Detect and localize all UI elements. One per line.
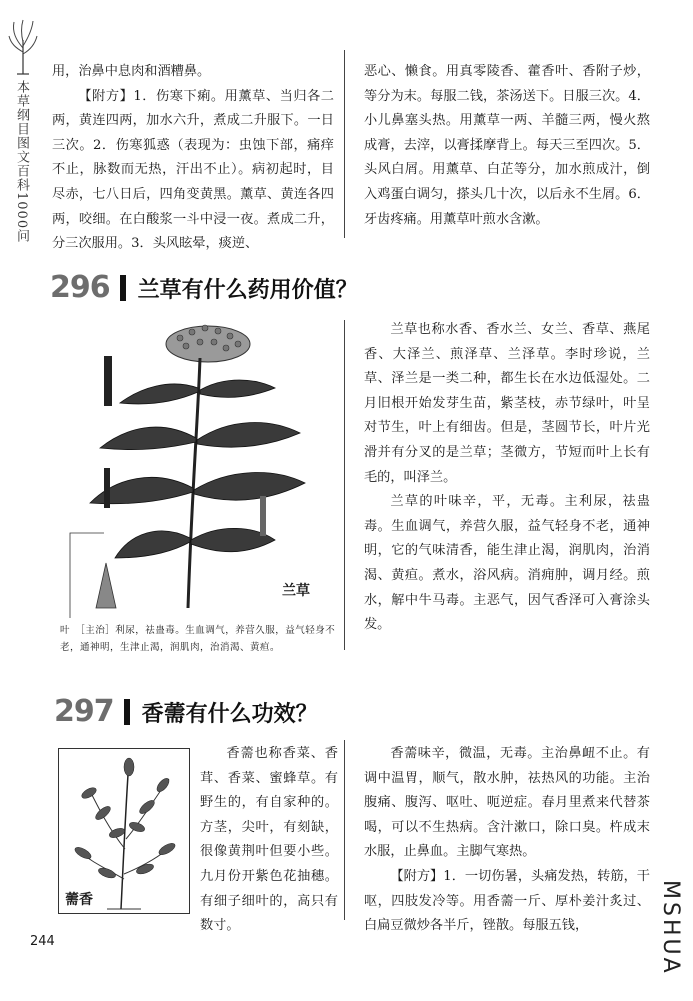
xiangru-plant-label: 薷香: [65, 892, 93, 908]
xiangru-illustration-box: [58, 748, 190, 914]
q296-number: 296: [50, 270, 110, 305]
q297-number: 297: [54, 694, 114, 729]
top-right-paragraph: 恶心、懒食。用真零陵香、藿香叶、香附子炒，等分为末。每服二钱，茶汤送下。日服三次。4．小儿鼻塞头热。用薰草一两、羊髓三两，慢火熬成膏，去滓，以膏揉摩背上。每天三至四次。5．头风白屑。用薰草、白芷等分，加水煎成汁，倒入鸡蛋白调匀，搽头几十次，以后永不生屑。6．牙齿疼痛。用薰草叶煎水含漱。: [364, 64, 650, 227]
q297-left-column: [200, 742, 338, 939]
top-right-column: [364, 60, 650, 232]
q296-right-column: [364, 318, 650, 638]
q296-title: 兰草有什么药用价值？: [137, 277, 358, 303]
q297-heading: [54, 692, 318, 732]
lancao-plant-label: 兰草: [282, 583, 310, 599]
q296-heading: [50, 268, 358, 308]
q297-right-paragraph-2: 【附方】1．一切伤暑，头痛发热，转筋，干呕，四肢发冷等。用香薷一斤、厚朴姜汁炙过、白扁豆微炒各半斤，锉散。每服五钱，: [364, 868, 650, 934]
q297-title: 香薷有什么功效？: [141, 701, 318, 727]
q297-right-paragraph-1: 香薷味辛，微温，无毒。主治鼻衄不止。有调中温胃，顺气，散水肿，祛热风的功能。主治腹痛、腹泻、呕吐、呃逆症。春月里煮来代替茶喝，可以不生热病。含汁漱口，除口臭。杵成末水服，止鼻血。主脚气寒热。: [364, 746, 650, 860]
column-divider: [344, 320, 345, 650]
q297-right-column: [364, 742, 650, 939]
top-left-column: [52, 60, 334, 257]
heading-bar: [120, 275, 126, 301]
page-number: 244: [30, 934, 55, 949]
book-title-vertical: 本草纲目图文百科1000问: [14, 80, 29, 244]
column-divider: [344, 740, 345, 920]
watermark: MSHUA: [658, 880, 683, 976]
q297-left-paragraph: 香薷也称香菜、香茸、香菜、蜜蜂草。有野生的，有自家种的。方茎，尖叶，有刻缺，很像黄荆叶但要小些。九月份开紫色花抽穗。有细子细叶的，高只有数寸。: [200, 746, 338, 934]
q296-paragraph-2: 兰草的叶味辛，平，无毒。主利尿，祛蛊毒。生血调气，养营久服，益气轻身不老，通神明，它的气味清香，能生津止渴，润肌肉，治消渴、黄疸。煮水，浴风病。消痈肿，调月经。煎水，解中牛马毒。主恶气，因气香泽可入膏涂头发。: [364, 494, 650, 633]
heading-bar: [124, 699, 130, 725]
top-left-paragraph-1: 用，治鼻中息肉和酒糟鼻。: [52, 64, 211, 79]
top-left-paragraph-2: 【附方】1．伤寒下痢。用薰草、当归各二两，黄连四两，加水六升，煮成二升服下。一日三次。2．伤寒狐惑（表现为：虫蚀下部，痛痒不止，脉数而无热，汗出不止）。病初起时，目尽赤，七八日后，四角变黄黑。薰草、黄连各四两，咬细。在白酸浆一斗中浸一夜。煮成二升，分三次服用。3．头风眩晕，痰逆、: [52, 88, 334, 252]
plant-logo-icon: [8, 18, 38, 76]
lancao-illustration-caption: 叶 ［主治］利尿，祛蛊毒。生血调气，养营久服，益气轻身不老，通神明，生津止渴，润肌肉，治消渴、黄疸。: [60, 625, 336, 653]
lancao-plant-illustration: [60, 318, 330, 618]
q296-paragraph-1: 兰草也称水香、香水兰、女兰、香草、燕尾香、大泽兰、煎泽草、兰泽草。李时珍说，兰草、泽兰是一类二种，都生长在水边低湿处。二月旧根开始发芽生苗，紫茎枝，赤节绿叶，叶呈对节生，叶上有细齿。但是，茎圆节长，叶片光滑并有分叉的是兰草；茎微方，节短而叶上长有毛的，叫泽兰。: [364, 322, 650, 485]
column-divider: [344, 50, 345, 238]
